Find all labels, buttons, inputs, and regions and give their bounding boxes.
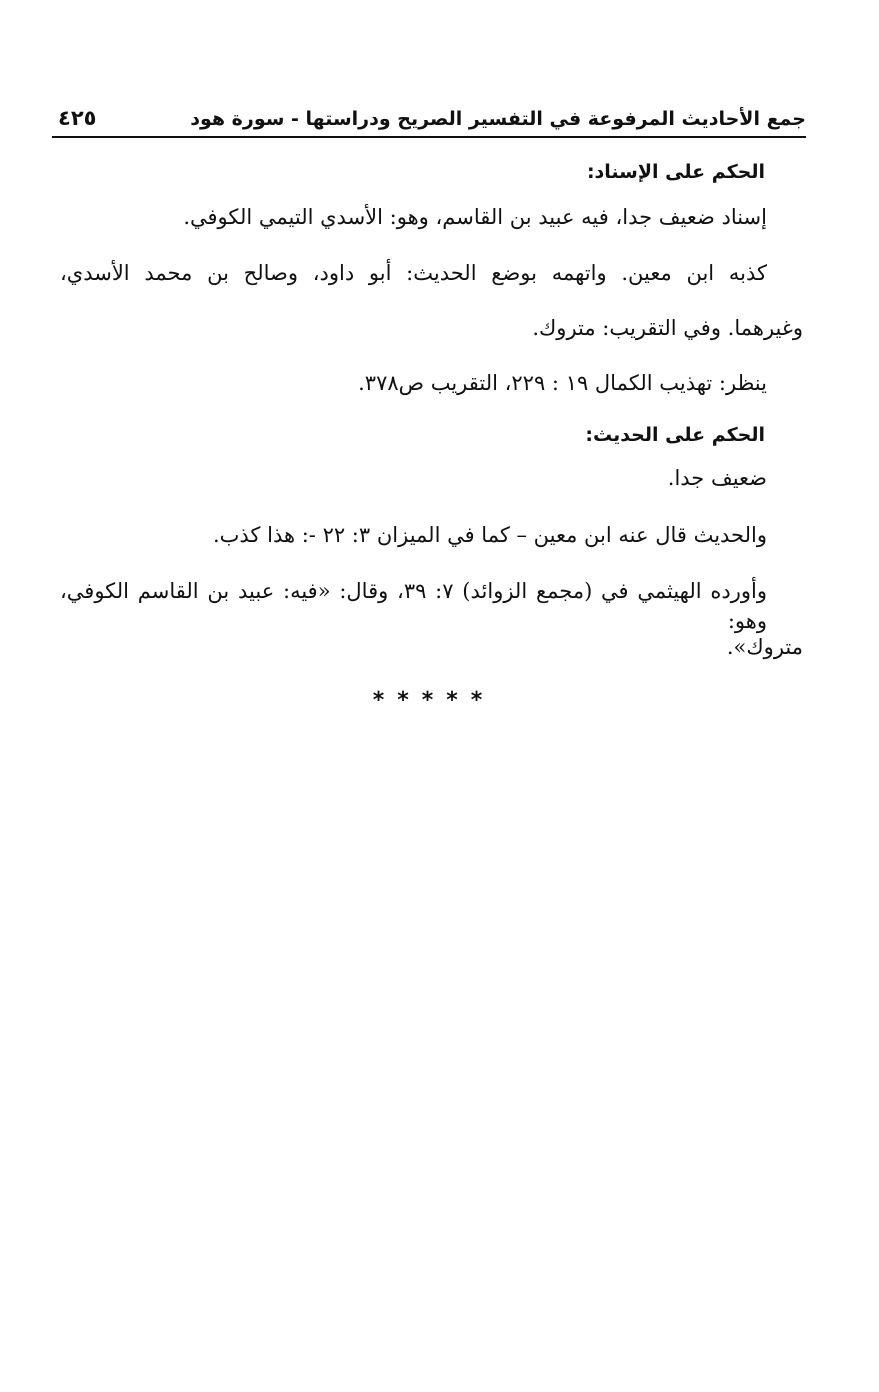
isnad-reference: ينظر: تهذيب الكمال ١٩ : ٢٢٩، التقريب ص٣٧٨.	[358, 371, 767, 395]
page-number: ٤٢٥	[58, 106, 97, 130]
page-header	[52, 106, 806, 138]
hadith-haythami-line-2: متروك».	[726, 635, 803, 659]
isnad-paragraph-line-1: إسناد ضعيف جدا، فيه عبيد بن القاسم، وهو: الأسدي التيمي الكوفي.	[183, 205, 767, 229]
hadith-heading: الحكم على الحديث:	[585, 424, 765, 446]
isnad-paragraph-line-3: وغيرهما. وفي التقريب: متروك.	[532, 316, 803, 340]
isnad-heading: الحكم على الإسناد:	[586, 161, 765, 183]
hadith-haythami-line-1: وأورده الهيثمي في (مجمع الزوائد) ٧: ٣٩، وقال: «فيه: عبيد بن القاسم الكوفي، وهو:	[60, 579, 767, 633]
isnad-paragraph-line-2: كذبه ابن معين. واتهمه بوضع الحديث: أبو داود، وصالح بن محمد الأسدي،	[60, 261, 767, 285]
running-title: جمع الأحاديث المرفوعة في التفسير الصريح ودراستها - سورة هود	[190, 108, 806, 130]
hadith-ibn-maeen-statement: والحديث قال عنه ابن معين – كما في الميزان ٣: ٢٢ -: هذا كذب.	[212, 523, 767, 547]
section-separator-stars: *****	[372, 688, 496, 713]
hadith-grade: ضعيف جدا.	[667, 466, 767, 490]
